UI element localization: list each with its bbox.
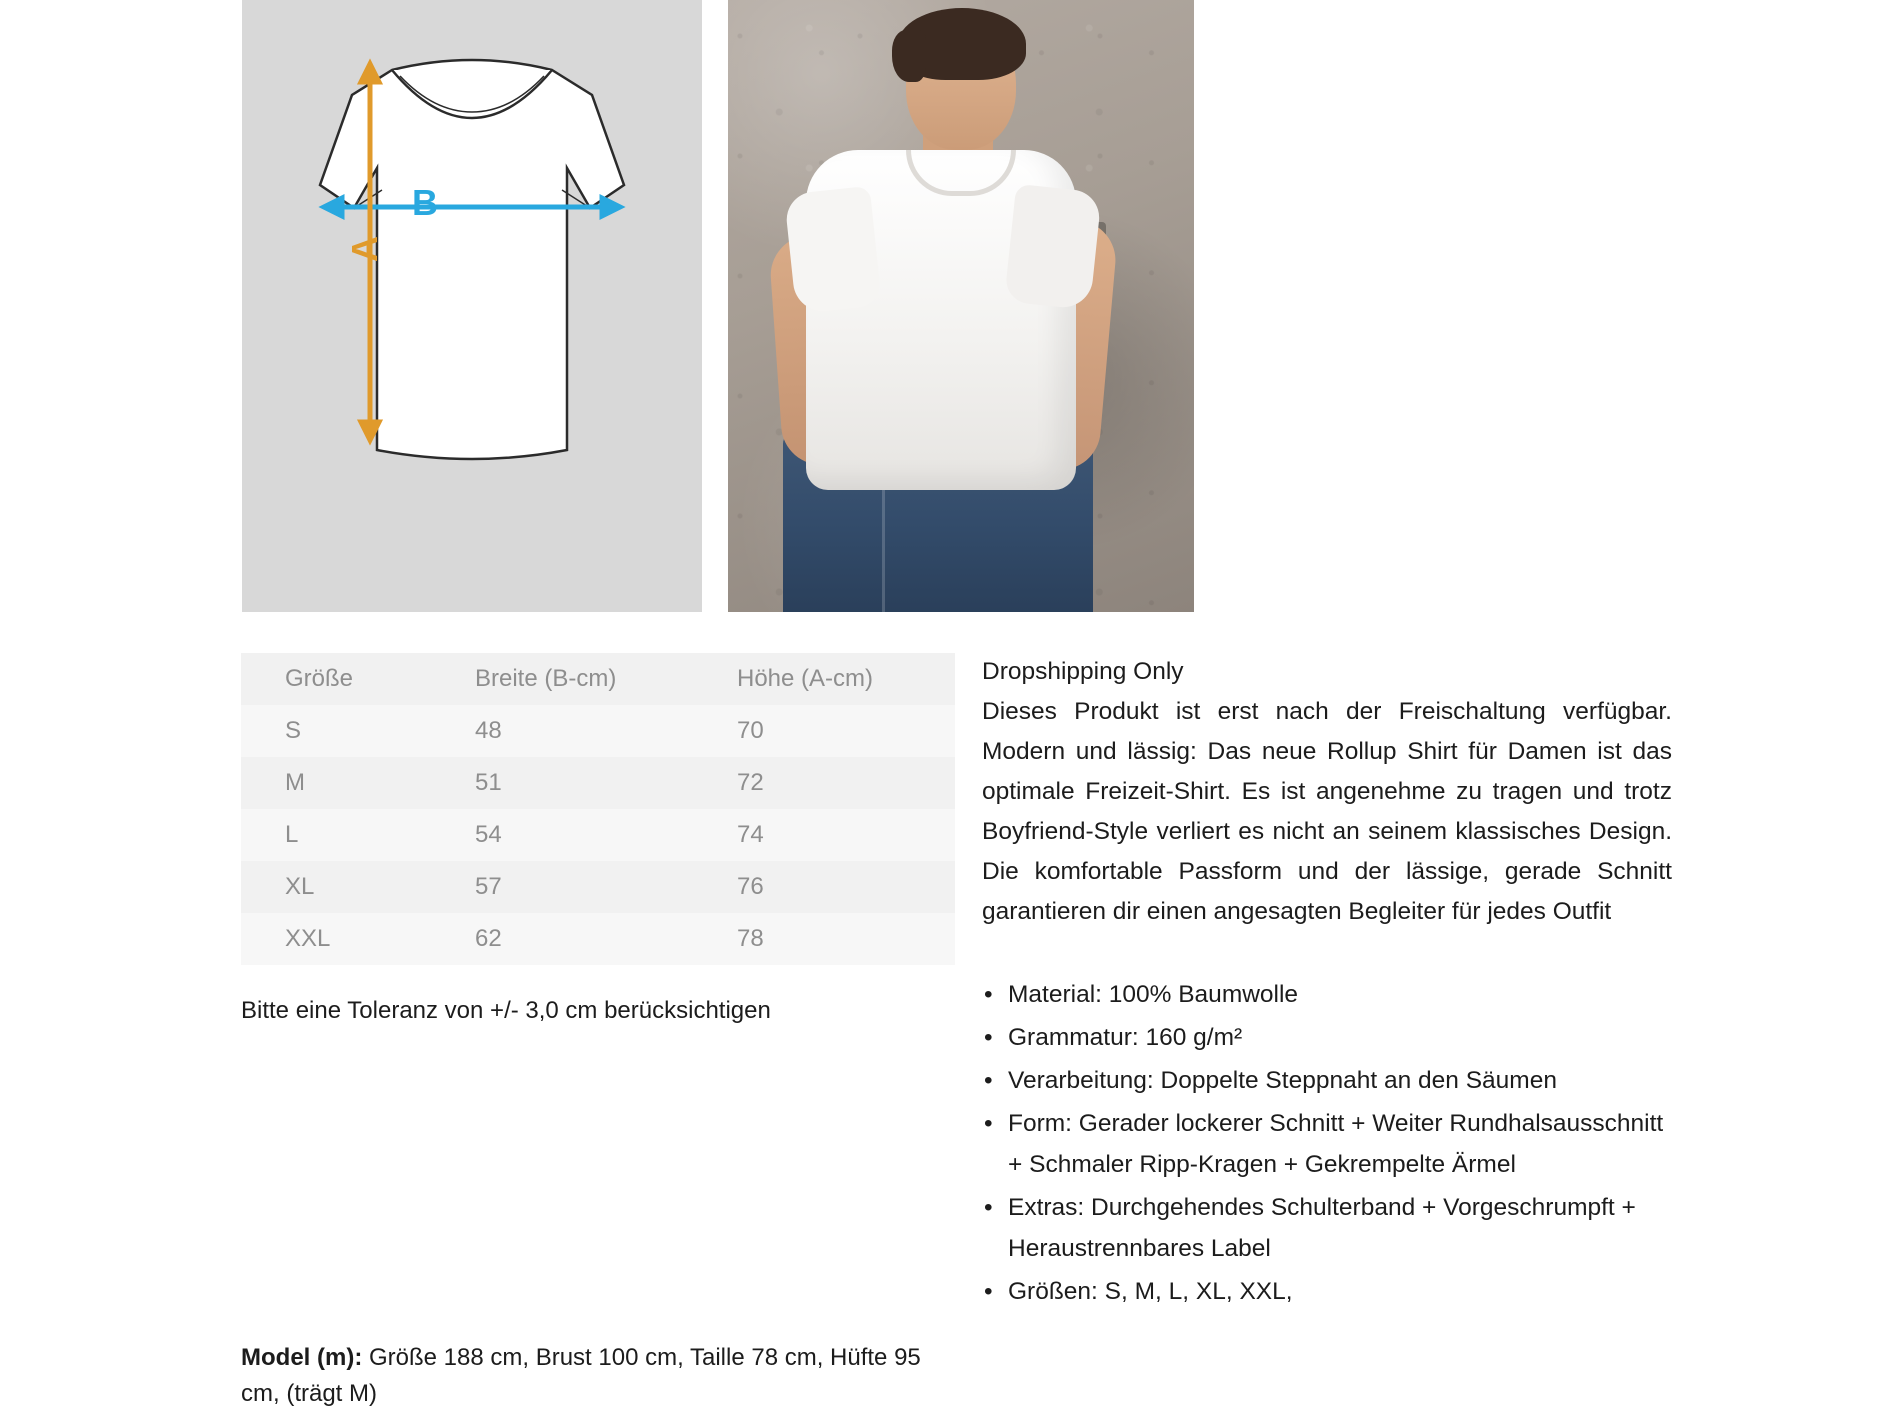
model-info xyxy=(241,1340,961,1412)
model-shirt-right-sleeve xyxy=(1004,184,1102,310)
cell-width: 48 xyxy=(475,717,502,744)
list-item: • Extras: Durchgehendes Schulterband + Vorgeschrumpft + Heraustrennbares Label xyxy=(982,1187,1672,1269)
description-body: Dieses Produkt ist erst nach der Freischaltung verfügbar. Modern und lässig: Das neue Rollup Shirt für Damen ist das optimale Freizeit-Shirt. Es ist angenehme zu tragen und trotz Boyfriend-Style verliert es nicht an seinem klassisches Design. Die komfortable Passform und der lässige, gerade Schnitt garantieren dir einen angesagten Begleiter für jedes Outfit xyxy=(982,698,1672,925)
cell-width: 54 xyxy=(475,821,502,848)
cell-size: XL xyxy=(285,873,315,900)
size-chart-table xyxy=(241,653,955,965)
table-header-row xyxy=(241,653,955,705)
cell-height: 74 xyxy=(737,821,764,848)
model-hair xyxy=(898,8,1026,80)
table-row xyxy=(241,861,955,913)
cell-height: 76 xyxy=(737,873,764,900)
list-item: • Verarbeitung: Doppelte Steppnaht an den Säumen xyxy=(982,1060,1672,1101)
cell-size: XXL xyxy=(285,925,331,952)
model-info-label: Model (m): xyxy=(241,1344,363,1371)
cell-width: 57 xyxy=(475,873,502,900)
list-item: • Größen: S, M, L, XL, XXL, xyxy=(982,1271,1672,1312)
table-row xyxy=(241,705,955,757)
cell-width: 62 xyxy=(475,925,502,952)
product-description xyxy=(982,652,1672,1314)
description-title: Dropshipping Only xyxy=(982,658,1184,685)
feature-list xyxy=(982,974,1672,1312)
model-info-text: Größe 188 cm, Brust 100 cm, Taille 78 cm, Hüfte 95 cm, (trägt M) xyxy=(241,1344,921,1407)
table-row xyxy=(241,809,955,861)
list-item: • Form: Gerader lockerer Schnitt + Weiter Rundhalsausschnitt + Schmaler Ripp-Kragen + Gekrempelte Ärmel xyxy=(982,1103,1672,1185)
column-header-width: Breite (B-cm) xyxy=(475,665,617,692)
cell-height: 72 xyxy=(737,769,764,796)
cell-size: M xyxy=(285,769,305,796)
column-header-height: Höhe (A-cm) xyxy=(737,665,874,692)
cell-height: 70 xyxy=(737,717,764,744)
table-row xyxy=(241,757,955,809)
cell-width: 51 xyxy=(475,769,502,796)
cell-height: 78 xyxy=(737,925,764,952)
product-images xyxy=(242,0,1442,612)
list-item: • Material: 100% Baumwolle xyxy=(982,974,1672,1015)
tshirt-measurement-diagram xyxy=(242,0,702,612)
height-dimension-label: A xyxy=(344,236,385,262)
model-photo xyxy=(728,0,1194,612)
column-header-size: Größe xyxy=(285,665,354,692)
cell-size: L xyxy=(285,821,299,848)
tolerance-note: Bitte eine Toleranz von +/- 3,0 cm berücksichtigen xyxy=(241,997,771,1024)
cell-size: S xyxy=(285,717,302,744)
tshirt-outline-icon xyxy=(242,0,702,612)
model-shirt-left-sleeve xyxy=(784,186,882,314)
list-item: • Grammatur: 160 g/m² xyxy=(982,1017,1672,1058)
table-row xyxy=(241,913,955,965)
width-dimension-label: B xyxy=(412,182,438,223)
